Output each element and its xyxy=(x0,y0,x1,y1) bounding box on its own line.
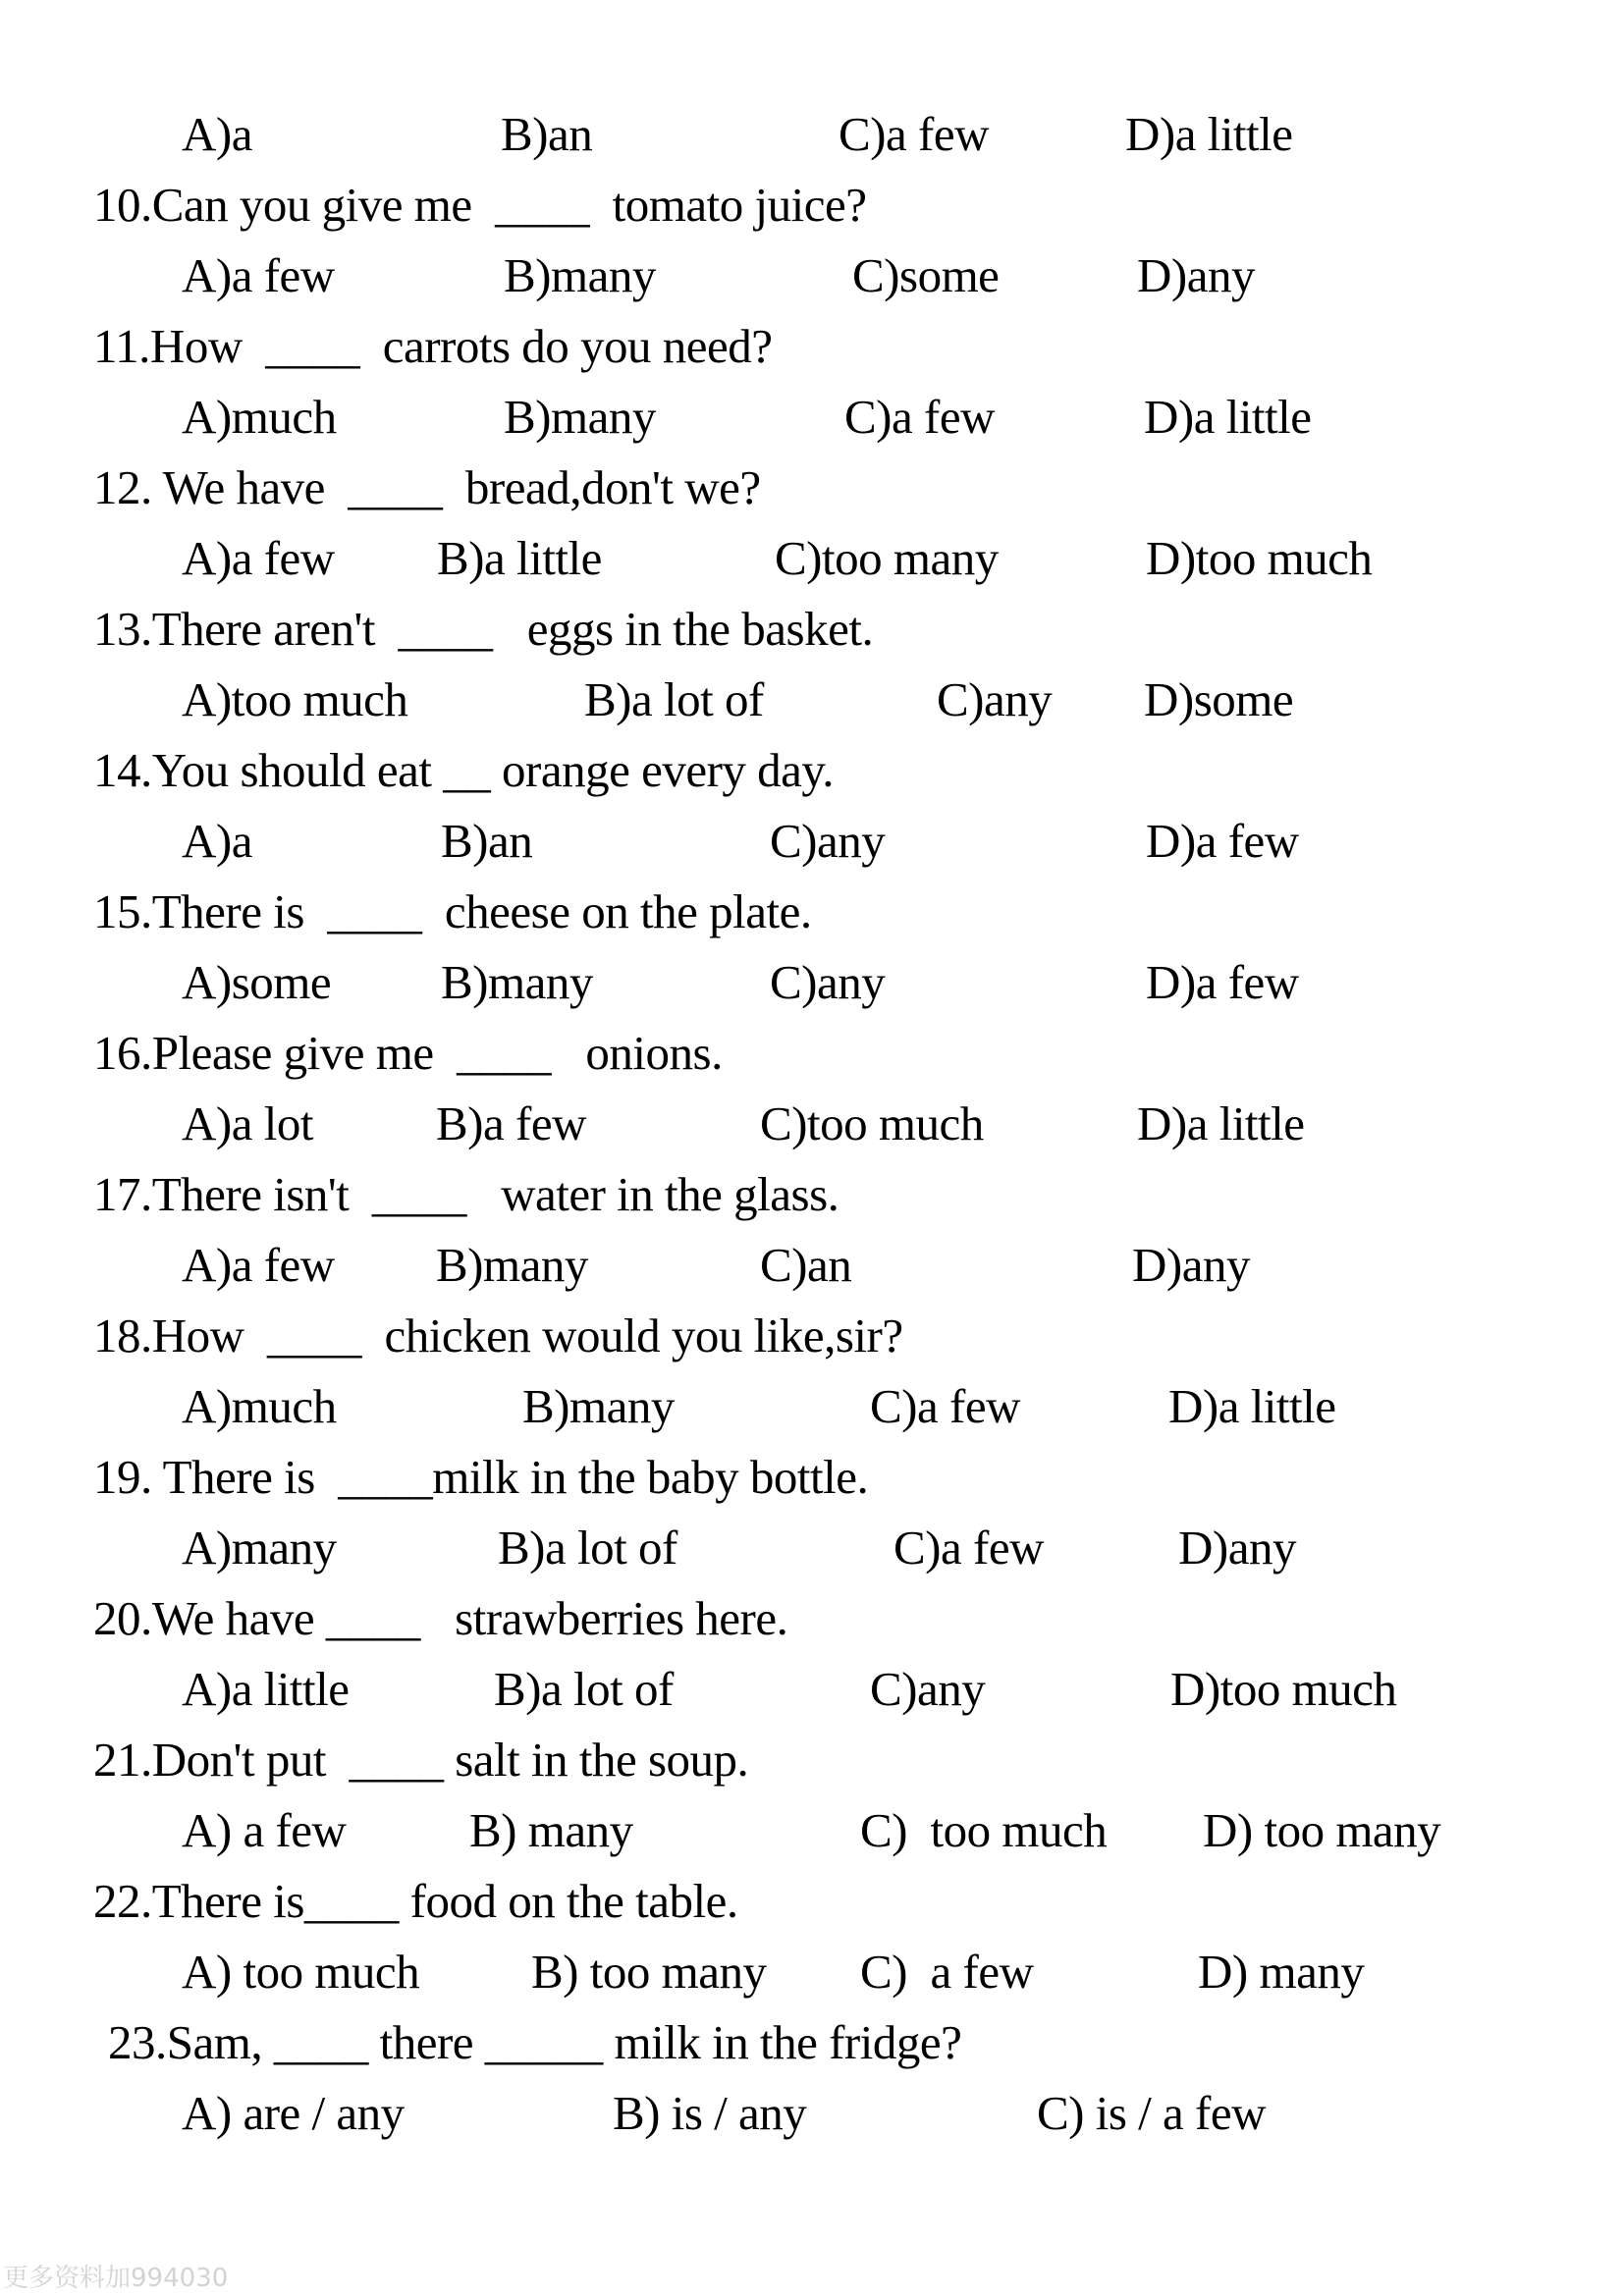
options-row xyxy=(0,1089,1624,1159)
option-item: B)many xyxy=(441,955,593,1009)
option-item: C)a few xyxy=(844,390,995,444)
question-row xyxy=(0,1442,1624,1513)
options-row xyxy=(0,2078,1624,2149)
question-row xyxy=(0,877,1624,947)
question-text: 10.Can you give me ____ tomato juice? xyxy=(93,178,867,232)
option-item: B) too many xyxy=(531,1945,767,1999)
option-item: A)much xyxy=(182,1379,337,1433)
option-item: B)an xyxy=(501,107,593,161)
option-item: D)too much xyxy=(1146,531,1373,585)
option-item: B)many xyxy=(522,1379,675,1433)
option-item: A)a few xyxy=(182,531,335,585)
options-row xyxy=(0,947,1624,1018)
options-row xyxy=(0,1513,1624,1583)
question-row xyxy=(0,1301,1624,1371)
option-item: C) a few xyxy=(860,1945,1034,1999)
question-text: 23.Sam, ____ there _____ milk in the fridge? xyxy=(108,2015,962,2069)
option-item: A) are / any xyxy=(182,2086,405,2140)
options-row xyxy=(0,1230,1624,1301)
option-item: B) is / any xyxy=(613,2086,807,2140)
option-item: D)a little xyxy=(1137,1096,1305,1150)
option-item: D)a little xyxy=(1144,390,1312,444)
options-row xyxy=(0,1937,1624,2007)
option-item: A)a lot xyxy=(182,1096,313,1150)
option-item: C)a few xyxy=(893,1521,1044,1575)
option-item: B)many xyxy=(504,390,656,444)
option-item: B)many xyxy=(504,248,656,302)
options-row xyxy=(0,1795,1624,1866)
option-item: D)a little xyxy=(1125,107,1293,161)
options-row xyxy=(0,99,1624,170)
option-item: A)a little xyxy=(182,1662,350,1716)
question-text: 13.There aren't ____ eggs in the basket. xyxy=(93,602,874,656)
option-item: A) too much xyxy=(182,1945,420,1999)
option-item: A)a xyxy=(182,107,252,161)
option-item: D)any xyxy=(1132,1238,1250,1292)
option-item: C)any xyxy=(937,672,1053,726)
option-item: D)some xyxy=(1144,672,1294,726)
question-row xyxy=(0,735,1624,806)
option-item: C) is / a few xyxy=(1037,2086,1266,2140)
options-row xyxy=(0,1654,1624,1725)
question-row xyxy=(0,170,1624,240)
option-item: C)any xyxy=(770,814,886,868)
option-item: A)too much xyxy=(182,672,408,726)
option-item: B)an xyxy=(441,814,533,868)
option-item: B) many xyxy=(469,1803,633,1857)
option-item: D)too much xyxy=(1170,1662,1397,1716)
question-text: 19. There is ____milk in the baby bottle. xyxy=(93,1450,869,1504)
option-item: A)some xyxy=(182,955,332,1009)
option-item: B)a lot of xyxy=(494,1662,674,1716)
option-item: D)a little xyxy=(1168,1379,1336,1433)
question-row xyxy=(0,1583,1624,1654)
option-item: C)a few xyxy=(839,107,989,161)
question-text: 15.There is ____ cheese on the plate. xyxy=(93,884,812,938)
question-text: 22.There is____ food on the table. xyxy=(93,1874,738,1928)
option-item: A) a few xyxy=(182,1803,347,1857)
option-item: A)a few xyxy=(182,248,335,302)
question-text: 20.We have ____ strawberries here. xyxy=(93,1591,788,1645)
option-item: D) many xyxy=(1198,1945,1365,1999)
question-row xyxy=(0,594,1624,665)
question-text: 18.How ____ chicken would you like,sir? xyxy=(93,1308,903,1362)
options-row xyxy=(0,1371,1624,1442)
option-item: C)too many xyxy=(775,531,999,585)
option-item: D)a few xyxy=(1146,814,1299,868)
option-item: A)many xyxy=(182,1521,337,1575)
option-item: A)a few xyxy=(182,1238,335,1292)
option-item: D)any xyxy=(1178,1521,1296,1575)
option-item: C)any xyxy=(770,955,886,1009)
question-text: 14.You should eat __ orange every day. xyxy=(93,743,834,797)
options-row xyxy=(0,382,1624,453)
option-item: B)a little xyxy=(437,531,602,585)
question-row xyxy=(0,311,1624,382)
question-text: 17.There isn't ____ water in the glass. xyxy=(93,1167,839,1221)
question-row xyxy=(0,1725,1624,1795)
option-item: C)any xyxy=(870,1662,986,1716)
option-item: A)a xyxy=(182,814,252,868)
option-item: C) too much xyxy=(860,1803,1108,1857)
option-item: D)a few xyxy=(1146,955,1299,1009)
option-item: B)a few xyxy=(436,1096,586,1150)
watermark-text: 更多资料加994030 xyxy=(3,2264,229,2293)
question-text: 16.Please give me ____ onions. xyxy=(93,1026,723,1080)
option-item: A)much xyxy=(182,390,337,444)
question-text: 21.Don't put ____ salt in the soup. xyxy=(93,1733,749,1787)
options-row xyxy=(0,665,1624,735)
option-item: B)a lot of xyxy=(498,1521,677,1575)
question-row xyxy=(0,1018,1624,1089)
option-item: C)a few xyxy=(870,1379,1020,1433)
option-item: D) too many xyxy=(1203,1803,1441,1857)
question-row xyxy=(0,453,1624,523)
option-item: C)too much xyxy=(760,1096,984,1150)
options-row xyxy=(0,523,1624,594)
question-text: 11.How ____ carrots do you need? xyxy=(93,319,773,373)
option-item: C)some xyxy=(852,248,1000,302)
question-row xyxy=(0,1866,1624,1937)
question-row xyxy=(0,1159,1624,1230)
option-item: C)an xyxy=(760,1238,852,1292)
options-row xyxy=(0,240,1624,311)
options-row xyxy=(0,806,1624,877)
option-item: D)any xyxy=(1137,248,1255,302)
question-row xyxy=(0,2007,1624,2078)
option-item: B)a lot of xyxy=(584,672,764,726)
question-text: 12. We have ____ bread,don't we? xyxy=(93,460,761,514)
option-item: B)many xyxy=(436,1238,588,1292)
